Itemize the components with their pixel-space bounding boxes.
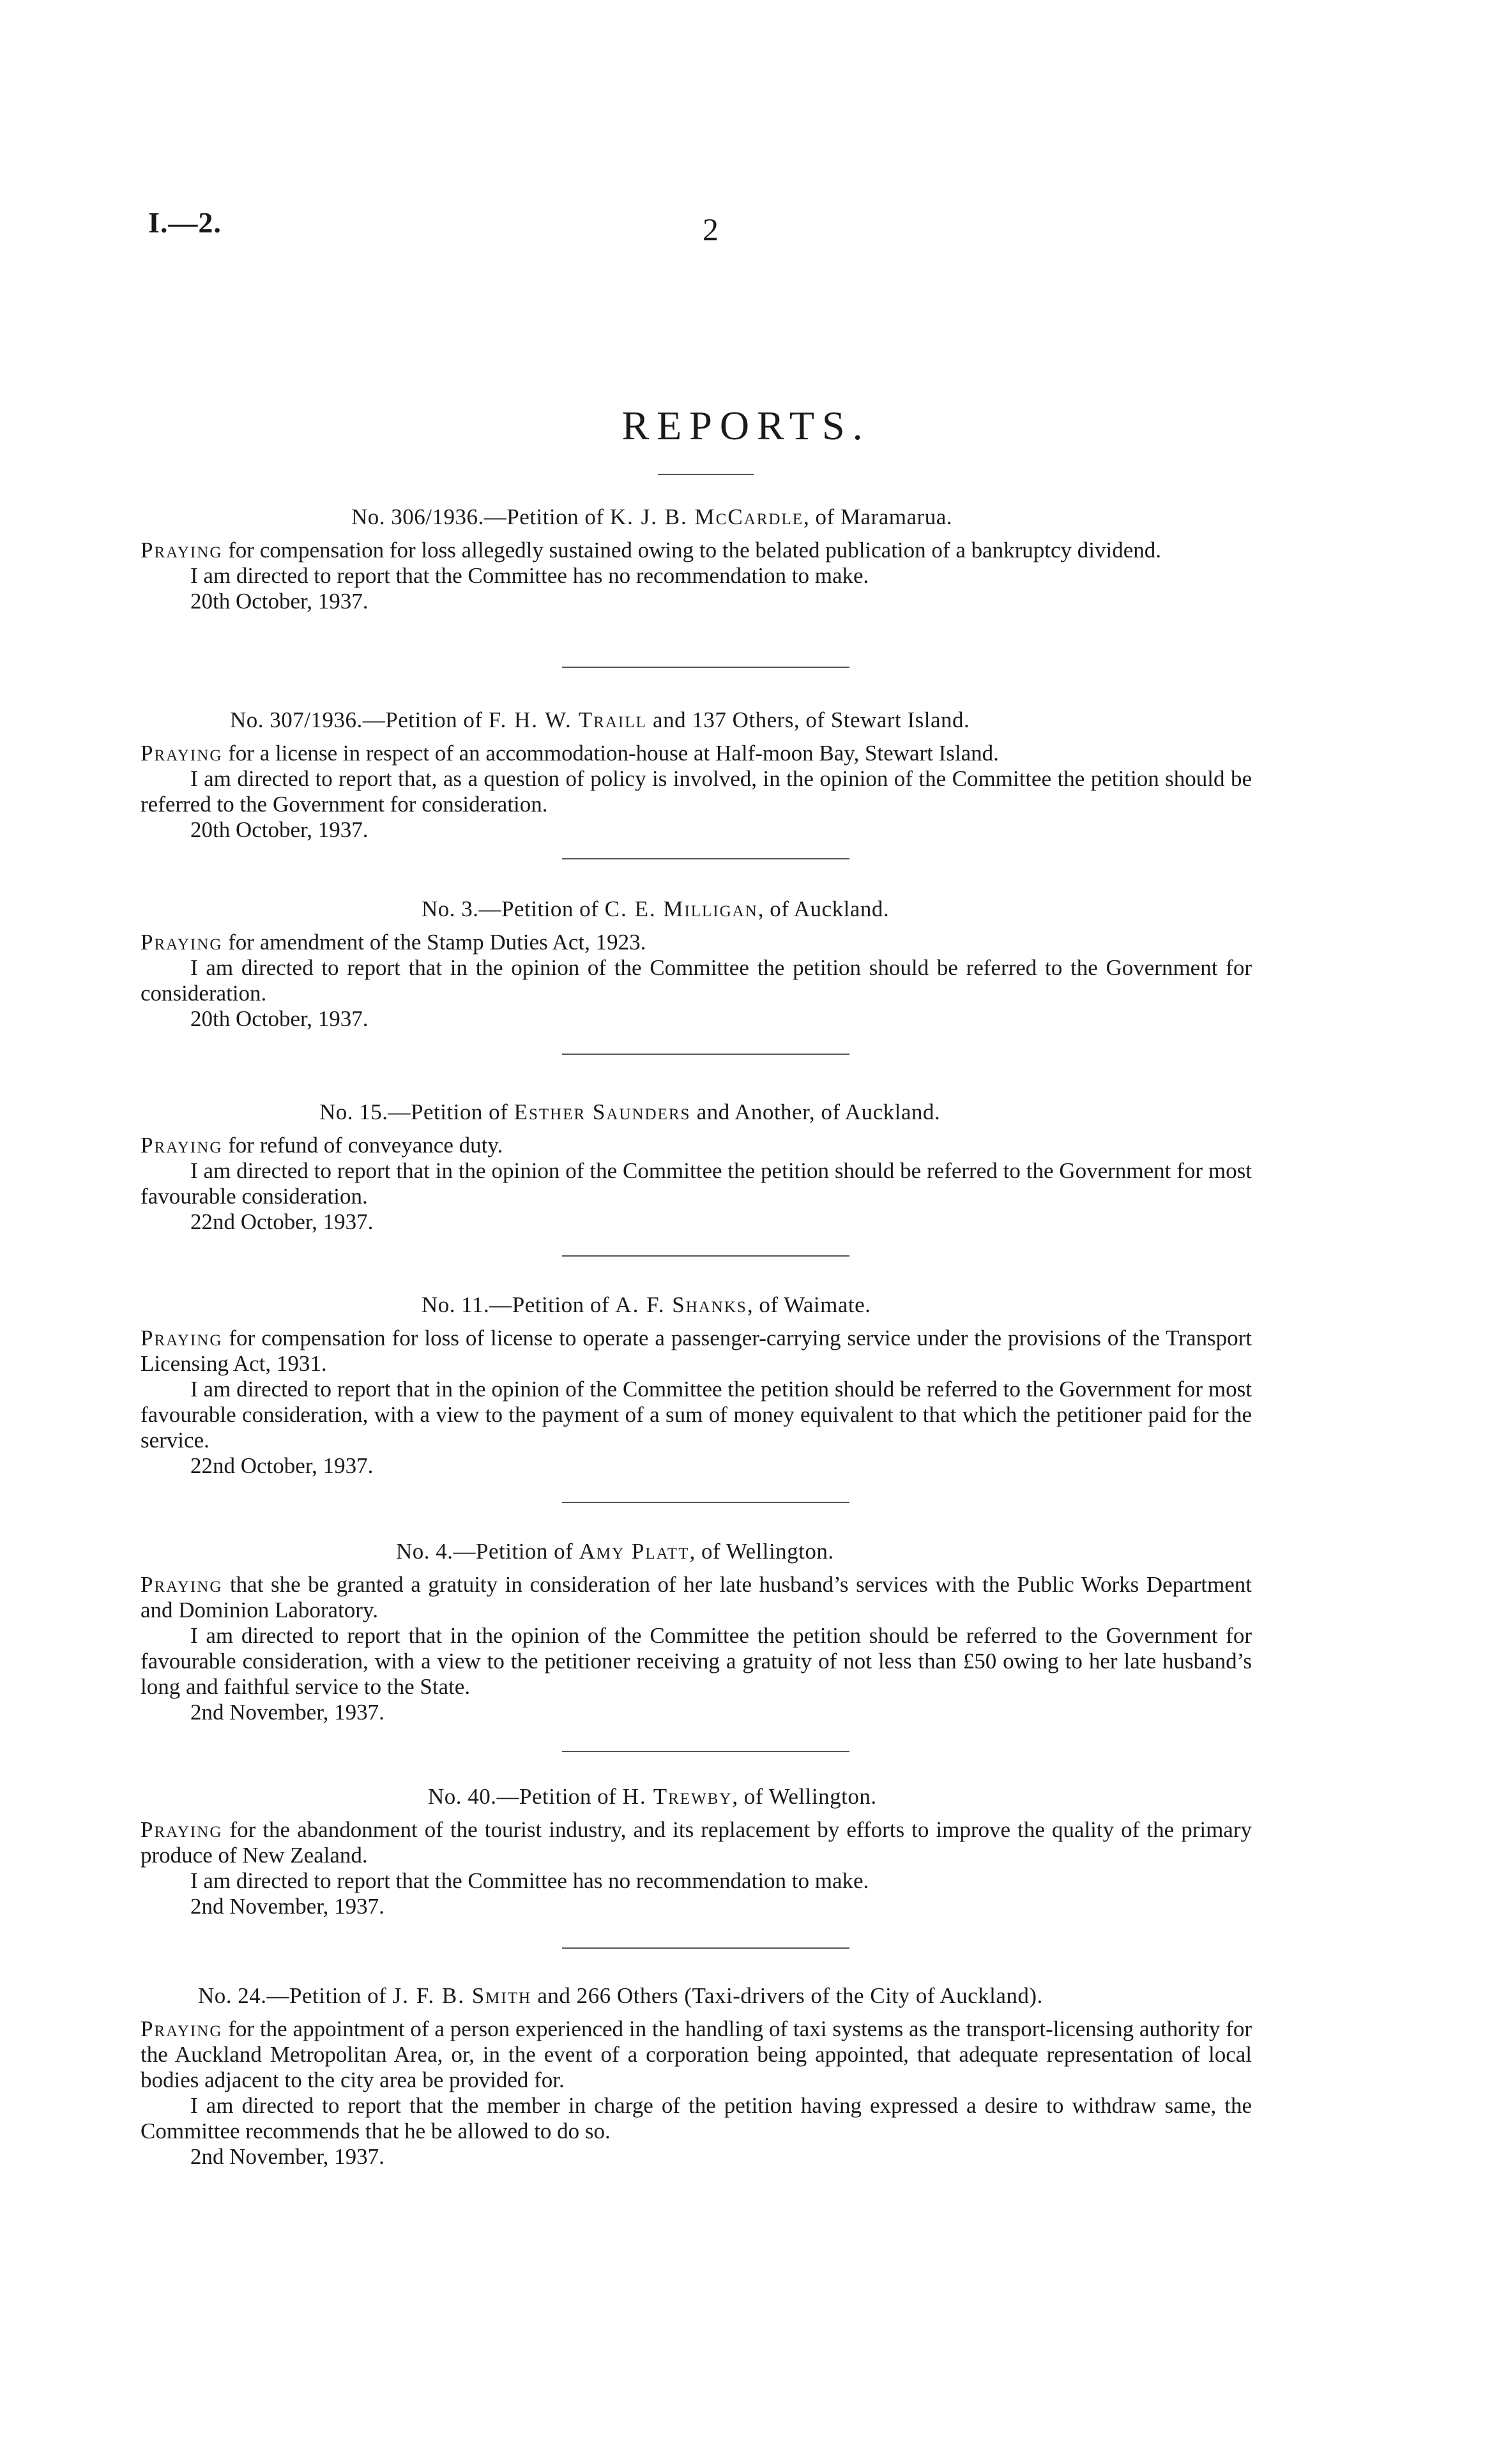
report-text: I am directed to report that in the opinion of the Committee the petition should be referred to the Government for favourable consideration, with a view to the petitioner receiving a gratuity of not less than £50 owing to her late husband’s long and faithful service to the State. [141,1623,1252,1699]
report-text: I am directed to report that the member in charge of the petition having expressed a desire to withdraw same, the Committee recommends that he be allowed to do so. [141,2093,1252,2143]
report-date: 2nd November, 1937. [190,2144,384,2169]
petition-entry [141,1539,1252,1725]
section-divider [562,1054,849,1055]
praying-word: Praying [141,1572,223,1597]
petition-entry [141,896,1252,1032]
praying-paragraph [141,538,1252,563]
section-divider [562,1947,849,1949]
praying-word: Praying [141,538,223,563]
praying-text: for refund of conveyance duty. [228,1133,503,1158]
petition-suffix: and Another, of Auckland. [696,1100,941,1124]
petition-number: No. 15. [319,1100,388,1124]
petition-number: No. 24. [198,1983,267,2008]
report-text: I am directed to report that, as a question of policy is involved, in the opinion of the Committee the petition should be referred to the Government for consideration. [141,766,1252,817]
petition-number: No. 11. [422,1292,490,1317]
petition-suffix: , of Wellington. [732,1784,877,1809]
petitioner-name: Amy Platt [579,1539,690,1564]
praying-word: Praying [141,1817,223,1842]
petition-heading: No. 15.—Petition of Esther Saunders and Another, of Auckland. [319,1100,941,1124]
praying-paragraph [141,741,1252,766]
report-text: I am directed to report that in the opinion of the Committee the petition should be referred to the Government for consideration. [141,955,1252,1006]
report-text: I am directed to report that in the opinion of the Committee the petition should be referred to the Government for most favourable consideration. [141,1158,1252,1209]
petition-number: No. 307/1936. [230,707,363,732]
report-date: 2nd November, 1937. [190,1700,384,1725]
document-code: I.—2. [148,206,222,239]
praying-paragraph [141,1133,1252,1158]
petition-number: No. 4. [396,1539,453,1564]
petition-heading: No. 24.—Petition of J. F. B. Smith and 266 Others (Taxi-drivers of the City of Auckland). [198,1983,1043,2008]
title-rule [658,474,754,475]
petition-entry [141,1292,1252,1479]
praying-paragraph [141,2016,1252,2093]
section-divider [562,1502,849,1503]
praying-word: Praying [141,1326,223,1350]
petition-number: No. 40. [428,1784,497,1809]
petitioner-name: K. J. B. McCardle [609,504,804,529]
praying-text: for compensation for loss allegedly sustained owing to the belated publication of a bankruptcy dividend. [228,538,1162,563]
report-text: I am directed to report that the Committee has no recommendation to make. [190,563,869,588]
petition-entry [141,504,1252,614]
petitioner-name: A. F. Shanks [615,1292,747,1317]
petition-suffix: , of Auckland. [757,896,890,921]
section-divider [562,858,849,859]
praying-text: for a license in respect of an accommodation-house at Half-moon Bay, Stewart Island. [228,741,999,766]
report-date: 20th October, 1937. [190,817,369,842]
petition-entry [141,1100,1252,1235]
report-date: 22nd October, 1937. [190,1209,374,1234]
petitioner-name: C. E. Milligan [604,896,758,921]
praying-word: Praying [141,2016,223,2041]
petition-number: No. 3. [422,896,479,921]
petitioner-name: Esther Saunders [514,1100,691,1124]
section-divider [562,1255,849,1257]
petition-heading: No. 306/1936.—Petition of K. J. B. McCardle, of Maramarua. [351,504,952,529]
petition-suffix: , of Maramarua. [803,504,952,529]
petitioner-name: F. H. W. Traill [488,707,647,732]
petition-heading: No. 4.—Petition of Amy Platt, of Wellington. [396,1539,834,1564]
petition-heading: No. 40.—Petition of H. Trewby, of Wellington. [428,1784,877,1809]
section-divider [562,1751,849,1752]
report-date: 22nd October, 1937. [190,1453,374,1478]
praying-word: Praying [141,930,223,955]
petitioner-name: H. Trewby [622,1784,733,1809]
praying-paragraph [141,1572,1252,1623]
petition-entry [141,1784,1252,1919]
petition-suffix: , of Waimate. [747,1292,871,1317]
petition-number: No. 306/1936. [351,504,484,529]
petition-entry [141,1983,1252,2170]
petition-entry [141,707,1252,843]
praying-text: that she be granted a gratuity in consideration of her late husband’s services with the Public Works Department and Dominion Laboratory. [141,1572,1252,1622]
page-title: REPORTS. [621,403,871,448]
petition-suffix: and 137 Others, of Stewart Island. [653,707,970,732]
petitioner-name: J. F. B. Smith [392,1983,532,2008]
praying-word: Praying [141,741,223,766]
praying-paragraph [141,930,1252,955]
report-date: 20th October, 1937. [190,589,369,614]
page-number: 2 [703,211,719,247]
praying-text: for amendment of the Stamp Duties Act, 1923. [228,930,646,955]
praying-paragraph [141,1326,1252,1377]
petition-heading: No. 307/1936.—Petition of F. H. W. Traill and 137 Others, of Stewart Island. [230,707,970,732]
petition-suffix: and 266 Others (Taxi-drivers of the City of Auckland). [537,1983,1043,2008]
petition-heading: No. 11.—Petition of A. F. Shanks, of Waimate. [422,1292,871,1317]
praying-text: for compensation for loss of license to operate a passenger-carrying service under the provisions of the Transport Licensing Act, 1931. [141,1326,1252,1376]
praying-text: for the appointment of a person experienced in the handling of taxi systems as the transport-licensing authority for the Auckland Metropolitan Area, or, in the event of a corporation being appointed, that adequate representation of local bodies adjacent to the city area be provided for. [141,2016,1252,2092]
report-text: I am directed to report that in the opinion of the Committee the petition should be referred to the Government for most favourable consideration, with a view to the payment of a sum of money equivalent to that which the petitioner paid for the service. [141,1377,1252,1453]
report-text: I am directed to report that the Committee has no recommendation to make. [190,1868,869,1893]
petition-heading: No. 3.—Petition of C. E. Milligan, of Auckland. [422,896,890,921]
report-date: 20th October, 1937. [190,1006,369,1031]
praying-paragraph [141,1817,1252,1868]
petition-suffix: , of Wellington. [689,1539,834,1564]
praying-text: for the abandonment of the tourist industry, and its replacement by efforts to improve the quality of the primary produce of New Zealand. [141,1817,1252,1868]
praying-word: Praying [141,1133,223,1158]
section-divider [562,667,849,668]
report-date: 2nd November, 1937. [190,1894,384,1919]
